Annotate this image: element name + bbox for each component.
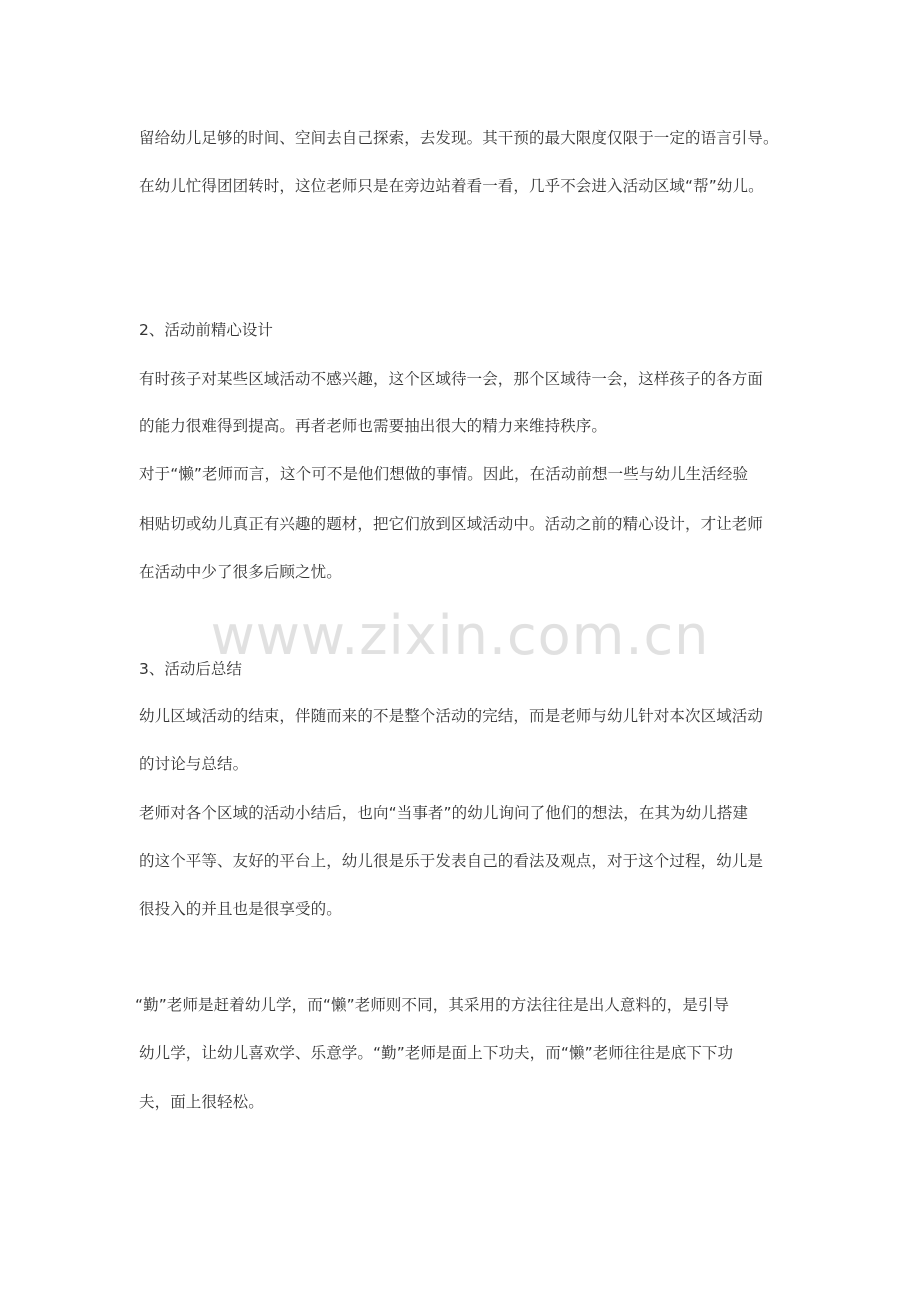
paragraph-line: 老师对各个区域的活动小结后，也向“当事者”的幼儿询问了他们的想法，在其为幼儿搭建 xyxy=(139,804,749,822)
watermark: www.zixin.com.cn xyxy=(210,604,710,667)
paragraph-line: 在幼儿忙得团团转时，这位老师只是在旁边站着看一看，几乎不会进入活动区域“帮”幼儿。 xyxy=(139,177,764,195)
paragraph-line: 对于“懒”老师而言，这个可不是他们想做的事情。因此，在活动前想一些与幼儿生活经验 xyxy=(139,465,749,483)
paragraph-line: “勤”老师是赶着幼儿学，而“懒”老师则不同，其采用的方法往往是出人意料的，是引导 xyxy=(135,996,730,1014)
paragraph-line: 的讨论与总结。 xyxy=(139,755,249,773)
paragraph-line: 幼儿学，让幼儿喜欢学、乐意学。“勤”老师是面上下功夫，而“懒”老师往往是底下下功 xyxy=(139,1044,734,1062)
paragraph-line: 相贴切或幼儿真正有兴趣的题材，把它们放到区域活动中。活动之前的精心设计，才让老师 xyxy=(139,515,764,533)
paragraph-line: 的这个平等、友好的平台上，幼儿很是乐于发表自己的看法及观点，对于这个过程，幼儿是 xyxy=(139,852,764,870)
paragraph-line: 的能力很难得到提高。再者老师也需要抽出很大的精力来维持秩序。 xyxy=(139,417,608,435)
paragraph-line: 幼儿区域活动的结束，伴随而来的不是整个活动的完结，而是老师与幼儿针对本次区域活动 xyxy=(139,707,764,725)
paragraph-line: 有时孩子对某些区域活动不感兴趣，这个区域待一会，那个区域待一会，这样孩子的各方面 xyxy=(139,370,764,388)
paragraph-line: 夫，面上很轻松。 xyxy=(139,1093,264,1111)
paragraph-line: 很投入的并且也是很享受的。 xyxy=(139,900,342,918)
paragraph-line: 留给幼儿足够的时间、空间去自己探索，去发现。其干预的最大限度仅限于一定的语言引导。 xyxy=(139,129,779,147)
section-heading: 3、活动后总结 xyxy=(139,660,242,678)
section-heading: 2、活动前精心设计 xyxy=(139,321,273,339)
paragraph-line: 在活动中少了很多后顾之忧。 xyxy=(139,563,342,581)
